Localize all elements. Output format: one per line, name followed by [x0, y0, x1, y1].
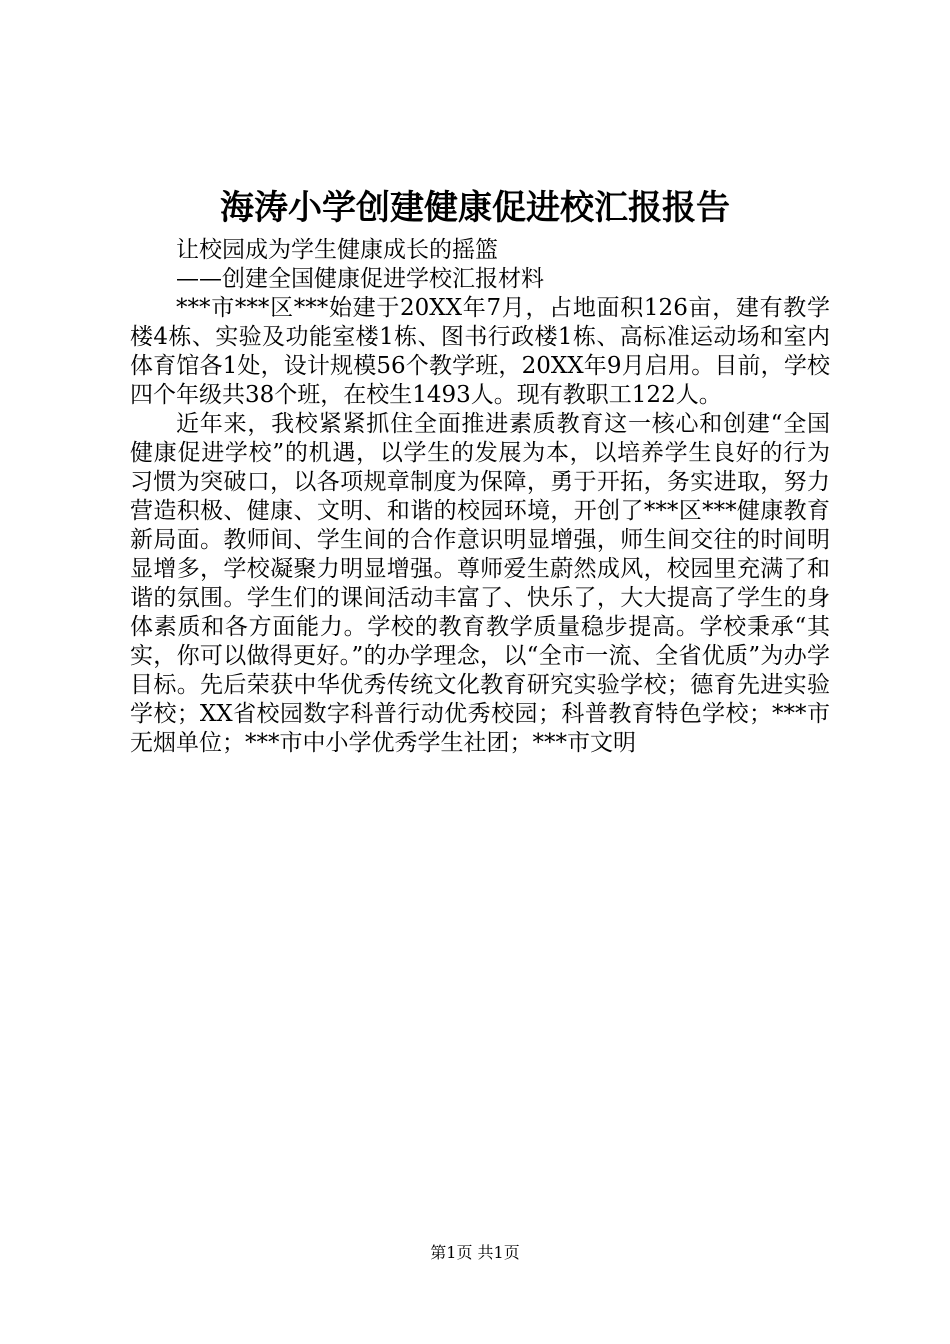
subtitle-line-1: 让校园成为学生健康成长的摇篮: [176, 237, 498, 263]
paragraph-achievements: 近年来，我校紧紧抓住全面推进素质教育这一核心和创建“全国健康促进学校”的机遇，以学生的发展为本，以培养学生良好的行为习惯为突破口，以各项规章制度为保障，勇于开拓，务实进取，努力营造积极、健康、文明、和谐的校园环境，开创了***区***健康教育新局面。教师间、学生间的合作意识明显增强，师生间交往的时间明显增多，学校凝聚力明显增强。尊师爱生蔚然成风，校园里充满了和谐的氛围。学生们的课间活动丰富了、快乐了，大大提高了学生的身体素质和各方面能力。学校的教育教学质量稳步提高。学校秉承“其实，你可以做得更好。”的办学理念，以“全市一流、全省优质”为办学目标。先后荣获中华优秀传统文化教育研究实验学校；德育先进实验学校；XX省校园数字科普行动优秀校园；科普教育特色学校；***市无烟单位；***市中小学优秀学生社团；***市文明: [130, 411, 830, 756]
document-body: [130, 236, 830, 758]
paragraph-intro: ***市***区***始建于20XX年7月，占地面积126亩，建有教学楼4栋、实验及功能室楼1栋、图书行政楼1栋、高标准运动场和室内体育馆各1处，设计规模56个教学班，20XX年9月启用。目前，学校四个年级共38个班，在校生1493人。现有教职工122人。: [130, 295, 830, 408]
page-number-footer: 第1页 共1页: [430, 1243, 520, 1262]
subtitle-line-2: ——创建全国健康促进学校汇报材料: [176, 266, 544, 292]
document-title: 海涛小学创建健康促进校汇报报告: [220, 188, 730, 228]
